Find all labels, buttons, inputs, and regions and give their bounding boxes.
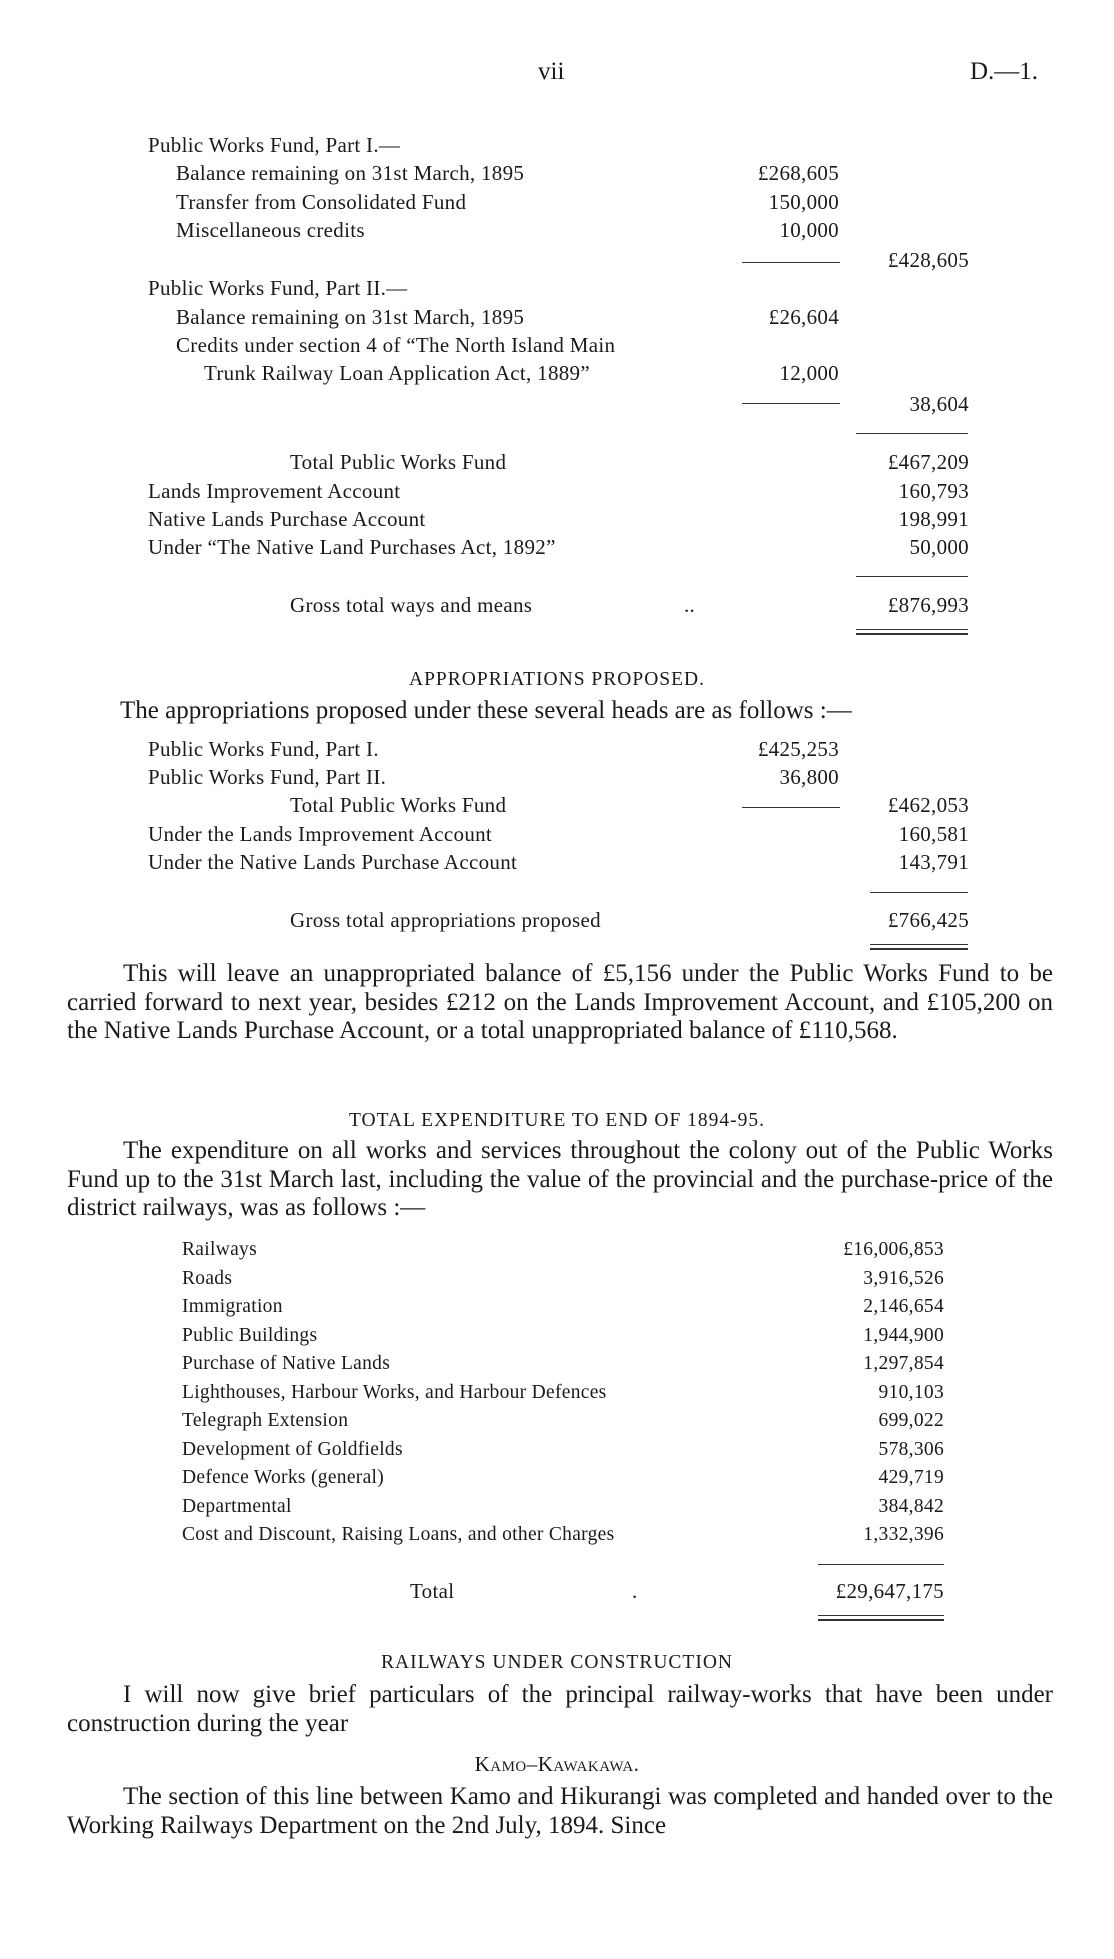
divider: [742, 403, 840, 404]
expenditure-item-label: Purchase of Native Lands: [182, 1353, 391, 1374]
expenditure-item-amount: £16,006,853: [843, 1239, 944, 1260]
expenditure-item-amount: 384,842: [878, 1496, 944, 1517]
appropriation-amount: 143,791: [898, 850, 969, 874]
divider: [818, 1564, 944, 1565]
divider: [742, 807, 840, 808]
expenditure-item-amount: 910,103: [878, 1382, 944, 1403]
expenditure-item-label: Defence Works (general): [182, 1467, 385, 1488]
expenditure-item-amount: 1,297,854: [863, 1353, 944, 1374]
appropriation-total-pwf-label: Total Public Works Fund: [290, 793, 507, 817]
appropriation-label: Public Works Fund, Part II.: [148, 765, 387, 789]
expenditure-item-label: Development of Goldfields: [182, 1439, 403, 1460]
divider: [742, 262, 840, 263]
expenditure-item-label: Roads: [182, 1268, 233, 1289]
pwf2-balance-amount: £26,604: [768, 305, 839, 329]
appropriation-label: Under the Native Lands Purchase Account: [148, 850, 518, 874]
expenditure-item-label: Cost and Discount, Raising Loans, and other Charges: [182, 1524, 615, 1545]
total-pwf-label: Total Public Works Fund: [290, 450, 507, 474]
expenditure-total-label: Total: [410, 1579, 455, 1603]
expenditure-item-amount: 1,944,900: [863, 1325, 944, 1346]
expenditure-item-amount: 2,146,654: [863, 1296, 944, 1317]
expenditure-item-amount: 3,916,526: [863, 1268, 944, 1289]
divider: [870, 892, 968, 893]
appropriation-amount: 36,800: [779, 765, 839, 789]
appropriations-intro: The appropriations proposed under these several heads are as follows :—: [120, 697, 852, 724]
gross-ways-means-amount: £876,993: [887, 593, 969, 617]
expenditure-item-amount: 699,022: [878, 1410, 944, 1431]
expenditure-item-label: Lighthouses, Harbour Works, and Harbour Defences: [182, 1382, 607, 1403]
railways-heading: RAILWAYS UNDER CONSTRUCTION: [380, 1652, 734, 1673]
leader-dot: .: [632, 1579, 638, 1603]
gross-appropriations-amount: £766,425: [887, 908, 969, 932]
expenditure-item-label: Departmental: [182, 1496, 292, 1517]
appropriation-label: Under the Lands Improvement Account: [148, 822, 493, 846]
double-rule: [818, 1615, 944, 1621]
pwf1-item-label: Balance remaining on 31st March, 1895: [176, 161, 525, 185]
pwf-part1-heading: Public Works Fund, Part I.—: [148, 133, 401, 157]
kamo-kawakawa-subheading: Kamo–Kawakawa.: [474, 1752, 640, 1776]
expenditure-total-amount: £29,647,175: [835, 1579, 944, 1603]
expenditure-intro: The expenditure on all works and services throughout the colony out of the Public Works Fund up to the 31st March last, including the value of the provincial and the purchase-price of the district railways, was as follows :—: [67, 1137, 1053, 1221]
pwf2-balance-label: Balance remaining on 31st March, 1895: [176, 305, 525, 329]
pwf1-item-amount: 10,000: [779, 218, 839, 242]
unappropriated-balance-paragraph: This will leave an unappropriated balance of £5,156 under the Public Works Fund to be carried forward to next year, besides £212 on the Lands Improvement Account, and £105,200 on the Native Lands Purchase Account, or a total unappropriated balance of £110,568.: [67, 960, 1053, 1044]
pwf2-credits-amount: 12,000: [779, 361, 839, 385]
double-rule: [856, 629, 968, 635]
leader-dots: ..: [684, 593, 696, 617]
gross-appropriations-label: Gross total appropriations proposed: [290, 908, 601, 932]
divider: [856, 433, 968, 434]
appropriation-total-pwf: £462,053: [887, 793, 969, 817]
double-rule: [870, 944, 968, 950]
document-reference: D.—1.: [970, 58, 1039, 85]
other-account-label: Lands Improvement Account: [148, 479, 401, 503]
expenditure-item-amount: 429,719: [878, 1467, 944, 1488]
pwf1-item-amount: 150,000: [768, 190, 839, 214]
other-account-amount: 50,000: [909, 535, 969, 559]
pwf2-credits-label-line1: Credits under section 4 of “The North Island Main: [176, 333, 616, 357]
expenditure-item-label: Railways: [182, 1239, 257, 1260]
other-account-label: Native Lands Purchase Account: [148, 507, 426, 531]
expenditure-item-label: Telegraph Extension: [182, 1410, 349, 1431]
pwf-part2-heading: Public Works Fund, Part II.—: [148, 276, 408, 300]
kamo-kawakawa-paragraph: The section of this line between Kamo and Hikurangi was completed and handed over to the Working Railways Department on the 2nd July, 1894. Since: [67, 1783, 1053, 1839]
appropriations-heading: APPROPRIATIONS PROPOSED.: [409, 669, 705, 690]
expenditure-item-label: Public Buildings: [182, 1325, 318, 1346]
expenditure-item-amount: 1,332,396: [863, 1524, 944, 1545]
appropriation-amount: £425,253: [757, 737, 839, 761]
pwf2-subtotal: 38,604: [909, 392, 969, 416]
appropriation-amount: 160,581: [898, 822, 969, 846]
gross-ways-means-label: Gross total ways and means: [290, 593, 533, 617]
pwf1-item-amount: £268,605: [757, 161, 839, 185]
other-account-amount: 160,793: [898, 479, 969, 503]
page-number: vii: [538, 58, 565, 85]
pwf1-item-label: Transfer from Consolidated Fund: [176, 190, 467, 214]
railways-intro: I will now give brief particulars of the principal railway-works that have been under construction during the year: [67, 1681, 1053, 1737]
expenditure-heading: TOTAL EXPENDITURE TO END OF 1894-95.: [348, 1110, 766, 1131]
expenditure-item-label: Immigration: [182, 1296, 283, 1317]
divider: [856, 576, 968, 577]
expenditure-item-amount: 578,306: [878, 1439, 944, 1460]
pwf1-item-label: Miscellaneous credits: [176, 218, 365, 242]
other-account-amount: 198,991: [898, 507, 969, 531]
total-pwf-amount: £467,209: [887, 450, 969, 474]
pwf2-credits-label-line2: Trunk Railway Loan Application Act, 1889”: [204, 361, 590, 385]
other-account-label: Under “The Native Land Purchases Act, 1892”: [148, 535, 556, 559]
appropriation-label: Public Works Fund, Part I.: [148, 737, 379, 761]
pwf1-subtotal: £428,605: [887, 248, 969, 272]
